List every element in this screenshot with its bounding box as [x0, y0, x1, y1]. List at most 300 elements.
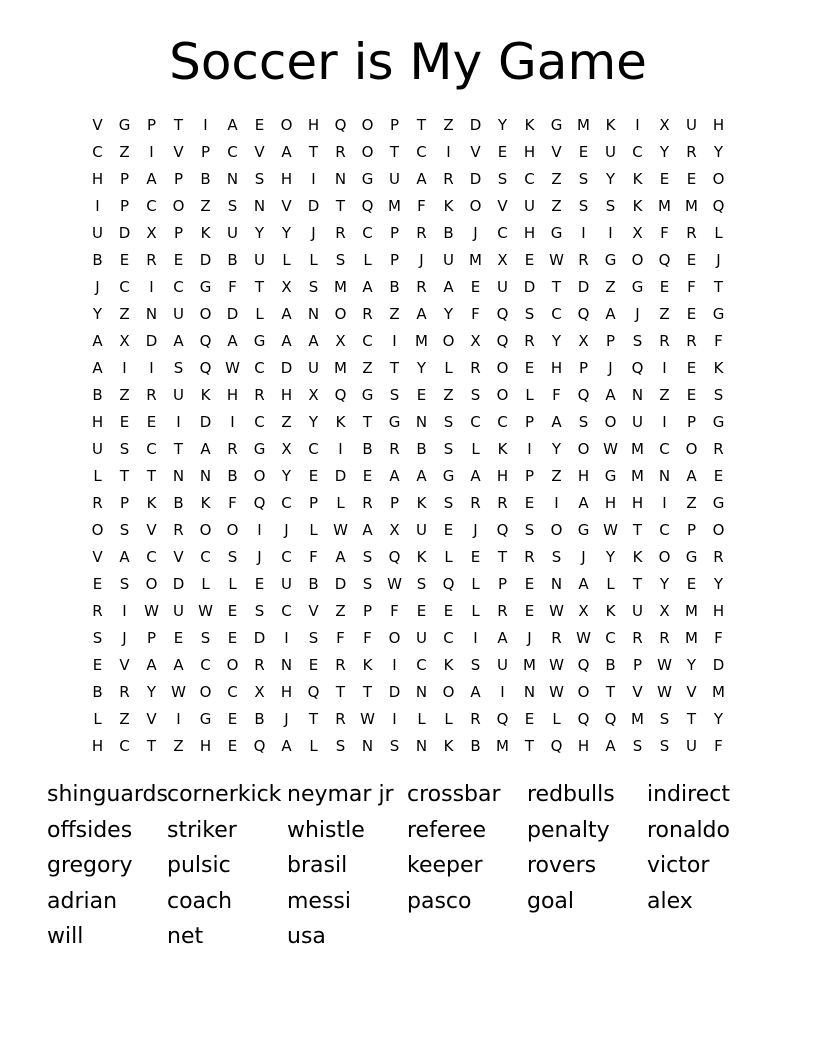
grid-letter: Q [496, 710, 509, 728]
grid-letter: S [524, 521, 535, 539]
grid-letter: K [443, 656, 454, 674]
grid-letter: F [471, 305, 480, 323]
grid-letter: L [444, 359, 453, 377]
grid-letter: M [334, 359, 347, 377]
grid-letter: V [632, 683, 643, 701]
grid-letter: G [253, 332, 266, 350]
grid-letter: R [335, 224, 346, 242]
word-bank-item: redbulls [527, 782, 615, 807]
grid-letter: P [308, 494, 319, 512]
grid-letter: W [603, 440, 618, 458]
grid-letter: W [225, 359, 240, 377]
grid-letter: B [92, 251, 103, 269]
grid-letter: S [470, 386, 481, 404]
grid-letter: F [309, 548, 318, 566]
grid-letter: E [308, 467, 319, 485]
grid-letter: C [281, 494, 292, 512]
grid-letter: D [253, 629, 266, 647]
grid-letter: D [334, 575, 347, 593]
grid-letter: R [227, 440, 238, 458]
grid-letter: H [280, 683, 293, 701]
grid-letter: R [686, 224, 697, 242]
grid-letter: X [146, 224, 157, 242]
grid-letter: S [443, 494, 454, 512]
grid-letter: Q [307, 683, 320, 701]
grid-letter: D [172, 575, 185, 593]
grid-letter: N [415, 683, 428, 701]
grid-letter: D [307, 197, 320, 215]
grid-letter: E [92, 656, 103, 674]
word-bank-item: indirect [647, 782, 730, 807]
grid-letter: H [199, 737, 212, 755]
grid-letter: A [281, 737, 292, 755]
grid-row [84, 220, 732, 247]
grid-letter: Q [658, 251, 671, 269]
grid-letter: A [335, 548, 346, 566]
grid-letter: L [282, 251, 291, 269]
grid-letter: P [389, 494, 400, 512]
grid-letter: T [173, 440, 184, 458]
grid-letter: K [605, 602, 616, 620]
grid-letter: O [388, 629, 401, 647]
grid-letter: K [632, 197, 643, 215]
grid-letter: S [443, 413, 454, 431]
grid-letter: J [257, 548, 262, 566]
word-bank-item: net [167, 924, 204, 949]
grid-letter: W [657, 683, 672, 701]
grid-letter: P [524, 467, 535, 485]
grid-letter: Y [659, 143, 670, 161]
grid-letter: R [92, 602, 103, 620]
grid-letter: C [254, 413, 265, 431]
grid-letter: U [173, 386, 184, 404]
grid-letter: U [92, 440, 103, 458]
grid-letter: X [578, 332, 589, 350]
grid-letter: M [334, 278, 347, 296]
grid-letter: W [657, 656, 672, 674]
grid-letter: R [686, 332, 697, 350]
grid-letter: D [388, 683, 401, 701]
grid-row [84, 598, 732, 625]
grid-letter: U [686, 116, 697, 134]
grid-letter: Y [713, 710, 724, 728]
grid-letter: J [122, 629, 127, 647]
grid-letter: Y [416, 359, 427, 377]
grid-letter: I [635, 116, 640, 134]
grid-letter: A [470, 467, 481, 485]
grid-letter: I [581, 224, 586, 242]
grid-letter: K [632, 548, 643, 566]
grid-letter: Q [199, 332, 212, 350]
grid-letter: C [416, 143, 427, 161]
grid-letter: O [91, 521, 104, 539]
grid-letter: U [173, 305, 184, 323]
grid-letter: Z [335, 602, 346, 620]
grid-letter: U [416, 521, 427, 539]
grid-letter: S [335, 251, 346, 269]
grid-letter: X [281, 278, 292, 296]
word-bank-item: offsides [47, 817, 133, 843]
grid-letter: H [604, 494, 617, 512]
grid-letter: F [552, 386, 561, 404]
grid-letter: Q [712, 197, 725, 215]
grid-letter: G [361, 170, 374, 188]
grid-letter: U [605, 143, 616, 161]
grid-letter: S [362, 575, 373, 593]
grid-letter: P [389, 251, 400, 269]
grid-letter: B [308, 575, 319, 593]
grid-letter: Z [362, 359, 373, 377]
grid-letter: M [523, 656, 536, 674]
grid-letter: G [685, 548, 698, 566]
grid-letter: G [577, 521, 590, 539]
grid-letter: N [226, 170, 239, 188]
grid-letter: B [362, 440, 373, 458]
grid-letter: U [497, 656, 508, 674]
grid-letter: E [524, 494, 535, 512]
grid-letter: P [686, 521, 697, 539]
grid-letter: G [550, 224, 563, 242]
grid-letter: P [632, 656, 643, 674]
grid-letter: Y [92, 305, 103, 323]
grid-letter: P [119, 197, 130, 215]
grid-letter: K [416, 494, 427, 512]
grid-letter: Y [551, 440, 562, 458]
grid-letter: P [605, 332, 616, 350]
grid-letter: B [92, 683, 103, 701]
grid-letter: R [335, 710, 346, 728]
grid-letter: D [199, 413, 212, 431]
grid-letter: Q [388, 548, 401, 566]
grid-letter: Y [605, 548, 616, 566]
grid-letter: Y [497, 116, 508, 134]
grid-letter: S [119, 575, 130, 593]
grid-letter: T [308, 710, 319, 728]
grid-letter: S [578, 413, 589, 431]
grid-letter: L [93, 467, 102, 485]
grid-letter: T [686, 710, 697, 728]
grid-letter: E [524, 575, 535, 593]
grid-letter: J [635, 305, 640, 323]
grid-letter: N [658, 467, 671, 485]
grid-letter: Q [199, 359, 212, 377]
grid-letter: R [146, 386, 157, 404]
grid-letter: Z [443, 116, 454, 134]
grid-letter: T [308, 143, 319, 161]
grid-letter: F [660, 224, 669, 242]
grid-letter: O [280, 116, 293, 134]
grid-letter: O [496, 359, 509, 377]
grid-letter: A [281, 332, 292, 350]
grid-letter: L [471, 575, 480, 593]
grid-letter: E [416, 602, 427, 620]
grid-letter: D [469, 170, 482, 188]
grid-letter: S [578, 170, 589, 188]
grid-letter: U [416, 629, 427, 647]
grid-letter: M [685, 629, 698, 647]
grid-letter: U [632, 413, 643, 431]
grid-letter: O [496, 386, 509, 404]
grid-letter: N [415, 413, 428, 431]
grid-letter: H [712, 116, 725, 134]
grid-letter: J [284, 521, 289, 539]
grid-letter: T [335, 197, 346, 215]
word-bank-item: penalty [527, 817, 610, 843]
grid-row [84, 436, 732, 463]
grid-letter: A [389, 467, 400, 485]
grid-letter: H [91, 737, 104, 755]
grid-letter: F [687, 278, 696, 296]
grid-letter: L [714, 224, 723, 242]
grid-letter: A [200, 440, 211, 458]
grid-letter: S [227, 548, 238, 566]
grid-letter: Z [119, 710, 130, 728]
grid-letter: P [578, 359, 589, 377]
grid-letter: V [281, 197, 292, 215]
grid-letter: R [659, 629, 670, 647]
grid-letter: C [227, 143, 238, 161]
grid-letter: X [119, 332, 130, 350]
grid-letter: M [496, 737, 509, 755]
word-bank-item: ronaldo [647, 817, 730, 843]
grid-letter: A [578, 575, 589, 593]
grid-letter: X [659, 602, 670, 620]
grid-letter: X [335, 332, 346, 350]
grid-letter: L [363, 251, 372, 269]
grid-row [84, 247, 732, 274]
grid-letter: Z [173, 737, 184, 755]
grid-letter: R [362, 494, 373, 512]
grid-letter: W [333, 521, 348, 539]
grid-letter: W [387, 575, 402, 593]
grid-letter: M [415, 332, 428, 350]
grid-row [84, 193, 732, 220]
grid-letter: N [199, 467, 212, 485]
grid-letter: R [524, 332, 535, 350]
grid-letter: I [257, 521, 262, 539]
word-bank-item: shinguards [47, 782, 168, 807]
grid-letter: N [280, 656, 293, 674]
grid-letter: V [146, 710, 157, 728]
grid-letter: E [524, 602, 535, 620]
grid-letter: I [392, 332, 397, 350]
grid-letter: S [713, 386, 724, 404]
grid-letter: Q [334, 116, 347, 134]
grid-row [84, 409, 732, 436]
grid-letter: O [712, 170, 725, 188]
word-bank-item: will [47, 924, 84, 949]
grid-letter: E [659, 170, 670, 188]
grid-letter: C [416, 656, 427, 674]
grid-letter: I [176, 413, 181, 431]
grid-letter: G [253, 440, 266, 458]
grid-letter: E [119, 251, 130, 269]
grid-letter: Q [253, 494, 266, 512]
grid-letter: X [659, 116, 670, 134]
grid-letter: F [390, 602, 399, 620]
grid-row [84, 274, 732, 301]
grid-letter: O [577, 440, 590, 458]
grid-letter: O [361, 116, 374, 134]
grid-letter: L [471, 602, 480, 620]
grid-letter: A [227, 332, 238, 350]
grid-letter: I [203, 116, 208, 134]
word-bank-item: pulsic [167, 853, 231, 878]
grid-letter: O [442, 683, 455, 701]
grid-letter: E [308, 656, 319, 674]
grid-letter: O [604, 413, 617, 431]
grid-letter: G [604, 467, 617, 485]
grid-letter: E [686, 251, 697, 269]
grid-letter: E [470, 278, 481, 296]
grid-letter: C [200, 548, 211, 566]
grid-letter: O [145, 575, 158, 593]
grid-letter: T [551, 278, 562, 296]
grid-letter: C [443, 629, 454, 647]
grid-letter: C [308, 440, 319, 458]
grid-letter: H [226, 386, 239, 404]
grid-letter: K [524, 116, 535, 134]
grid-letter: S [119, 440, 130, 458]
grid-letter: D [118, 224, 131, 242]
grid-letter: A [443, 278, 454, 296]
grid-letter: O [658, 548, 671, 566]
grid-letter: N [307, 305, 320, 323]
grid-letter: D [577, 278, 590, 296]
grid-letter: L [228, 575, 237, 593]
grid-letter: T [389, 143, 400, 161]
grid-letter: K [443, 197, 454, 215]
grid-letter: I [338, 440, 343, 458]
grid-letter: S [632, 737, 643, 755]
grid-letter: D [469, 116, 482, 134]
grid-letter: V [308, 602, 319, 620]
grid-letter: I [662, 413, 667, 431]
grid-letter: M [685, 197, 698, 215]
grid-letter: E [362, 467, 373, 485]
grid-letter: E [173, 629, 184, 647]
grid-letter: B [470, 737, 481, 755]
grid-letter: A [146, 170, 157, 188]
grid-letter: E [686, 170, 697, 188]
grid-letter: E [173, 251, 184, 269]
grid-letter: Y [551, 332, 562, 350]
grid-letter: S [227, 197, 238, 215]
grid-letter: P [686, 413, 697, 431]
grid-letter: K [605, 116, 616, 134]
grid-letter: I [95, 197, 100, 215]
grid-letter: F [228, 278, 237, 296]
grid-letter: N [334, 170, 347, 188]
grid-letter: M [577, 116, 590, 134]
grid-letter: R [713, 440, 724, 458]
grid-letter: B [389, 278, 400, 296]
grid-letter: C [632, 143, 643, 161]
grid-letter: H [280, 170, 293, 188]
grid-letter: P [389, 224, 400, 242]
grid-letter: E [227, 629, 238, 647]
grid-letter: E [578, 143, 589, 161]
grid-letter: R [659, 332, 670, 350]
grid-letter: J [716, 251, 721, 269]
grid-letter: I [311, 170, 316, 188]
grid-letter: L [309, 737, 318, 755]
grid-letter: T [173, 116, 184, 134]
grid-letter: M [631, 467, 644, 485]
grid-letter: Y [713, 143, 724, 161]
grid-letter: U [173, 602, 184, 620]
grid-letter: D [334, 467, 347, 485]
grid-letter: S [632, 332, 643, 350]
grid-letter: Q [577, 710, 590, 728]
grid-letter: G [631, 278, 644, 296]
word-bank-item: coach [167, 888, 233, 914]
grid-letter: G [712, 305, 725, 323]
grid-letter: G [604, 251, 617, 269]
grid-letter: J [473, 521, 478, 539]
grid-letter: F [714, 332, 723, 350]
grid-letter: K [632, 170, 643, 188]
grid-letter: E [146, 413, 157, 431]
grid-letter: C [92, 143, 103, 161]
grid-letter: C [362, 224, 373, 242]
grid-letter: Z [119, 143, 130, 161]
grid-letter: H [91, 170, 104, 188]
grid-row [84, 490, 732, 517]
grid-letter: E [119, 413, 130, 431]
grid-letter: D [145, 332, 158, 350]
grid-row [84, 166, 732, 193]
grid-letter: C [119, 278, 130, 296]
grid-letter: A [686, 467, 697, 485]
grid-letter: G [199, 710, 212, 728]
grid-letter: A [281, 143, 292, 161]
grid-letter: I [230, 413, 235, 431]
word-bank-item: alex [647, 888, 693, 914]
grid-letter: K [200, 494, 211, 512]
grid-letter: E [470, 548, 481, 566]
grid-letter: I [662, 494, 667, 512]
grid-letter: R [416, 278, 427, 296]
grid-letter: C [119, 737, 130, 755]
word-bank-item: whistle [287, 817, 365, 843]
grid-letter: U [443, 251, 454, 269]
grid-letter: M [388, 197, 401, 215]
grid-letter: A [146, 656, 157, 674]
grid-letter: J [581, 548, 586, 566]
word-bank-item: adrian [47, 888, 118, 914]
grid-letter: E [686, 386, 697, 404]
grid-letter: A [605, 737, 616, 755]
grid-letter: Z [389, 305, 400, 323]
grid-letter: S [443, 440, 454, 458]
grid-letter: C [281, 548, 292, 566]
grid-letter: L [309, 521, 318, 539]
grid-letter: H [577, 467, 590, 485]
grid-letter: S [497, 170, 508, 188]
grid-row [84, 463, 732, 490]
grid-letter: D [523, 278, 536, 296]
grid-row [84, 625, 732, 652]
grid-letter: M [631, 710, 644, 728]
grid-letter: W [549, 251, 564, 269]
word-bank-item: neymar jr [287, 782, 394, 807]
grid-letter: E [524, 251, 535, 269]
grid-letter: C [605, 629, 616, 647]
grid-letter: T [362, 413, 373, 431]
grid-letter: R [92, 494, 103, 512]
grid-letter: K [146, 494, 157, 512]
